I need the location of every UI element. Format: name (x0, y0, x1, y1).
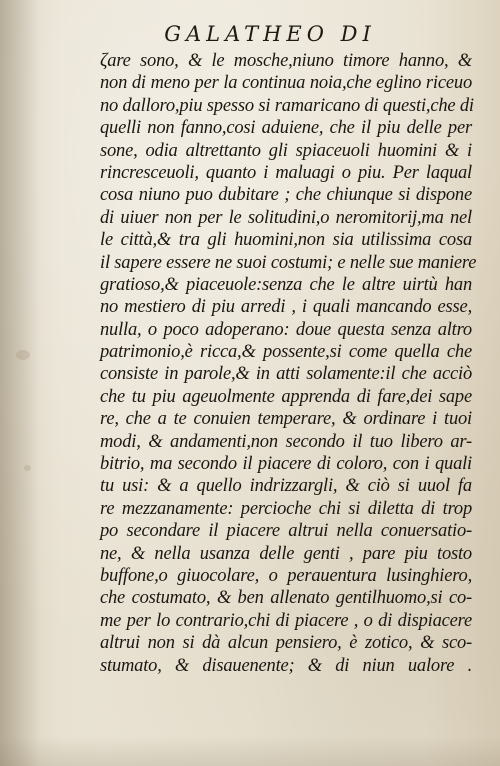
page-edge-shadow (0, 736, 500, 766)
text-line: il sapere essere ne suoi costumi; e nelle sue maniere (100, 252, 477, 273)
text-line: le città,& tra gli huomini,non sia utilissima cosa (100, 230, 472, 251)
paper-stain (24, 465, 31, 471)
paper-stain (16, 350, 30, 360)
text-line: nulla, o poco adoperano: doue questa senza altro (100, 319, 472, 340)
text-line: ne, & nella usanza delle genti , pare piu tosto (100, 543, 472, 564)
text-line: re mezzanamente: percioche chi si diletta di trop (100, 498, 472, 519)
text-line: po secondare il piacere altrui nella conuersatio- (100, 521, 472, 542)
text-line: di uiuer non per le solitudini,o neromitorij,ma nel (100, 207, 472, 228)
text-line: gratioso,& piaceuole:senza che le altre uirtù han (100, 274, 472, 295)
text-line: patrimonio,è ricca,& possente,si come quella che (100, 342, 472, 363)
text-line: altrui non si dà alcun pensiero, è zotico, & sco- (100, 633, 472, 654)
text-line: stumato, & disauenente; & di niun ualore . (100, 655, 472, 676)
running-head: GALATHEO DI (164, 22, 376, 46)
text-line: modi, & andamenti,non secondo il tuo libero ar- (100, 431, 472, 452)
text-line: me per lo contrario,chi di piacere , o di dispiacere (100, 610, 472, 631)
text-line: bitrio, ma secondo il piacere di coloro, con i quali (100, 454, 472, 475)
text-line: quelli non fanno,cosi aduiene, che il piu delle per (100, 118, 472, 139)
body-text (100, 50, 477, 677)
text-line: che costumato, & ben allenato gentilhuomo,si co- (100, 588, 472, 609)
text-line: ζare sono, & le mosche,niuno timore hanno, & (100, 51, 472, 71)
text-line: cosa niuno puo dubitare ; che chiunque si dispone (100, 185, 472, 206)
text-line: buffone,o giuocolare, o perauentura lusinghiero, (100, 565, 472, 586)
text-line: rincresceuoli, quanto i maluagi o piu. Per laqual (100, 162, 472, 183)
text-line: tu usi: & a quello indrizzargli, & ciò si uuol fa (100, 476, 472, 497)
text-line: no mestiero di piu arredi , i quali mancando esse, (100, 297, 472, 318)
text-line: re, che a te conuien temperare, & ordinare i tuoi (100, 409, 472, 430)
text-line: sone, odia altrettanto gli spiaceuoli huomini & i (100, 140, 472, 161)
text-line: consiste in parole,& in atti solamente:il che acciò (100, 364, 472, 385)
text-line: che tu piu ageuolmente apprenda di fare,dei sape (100, 386, 472, 407)
text-line: no dalloro,piu spesso si ramaricano di questi,che di (100, 95, 474, 116)
text-line: non di meno per la continua noia,che eglino riceuo (100, 73, 472, 94)
gutter-shadow (0, 0, 40, 766)
